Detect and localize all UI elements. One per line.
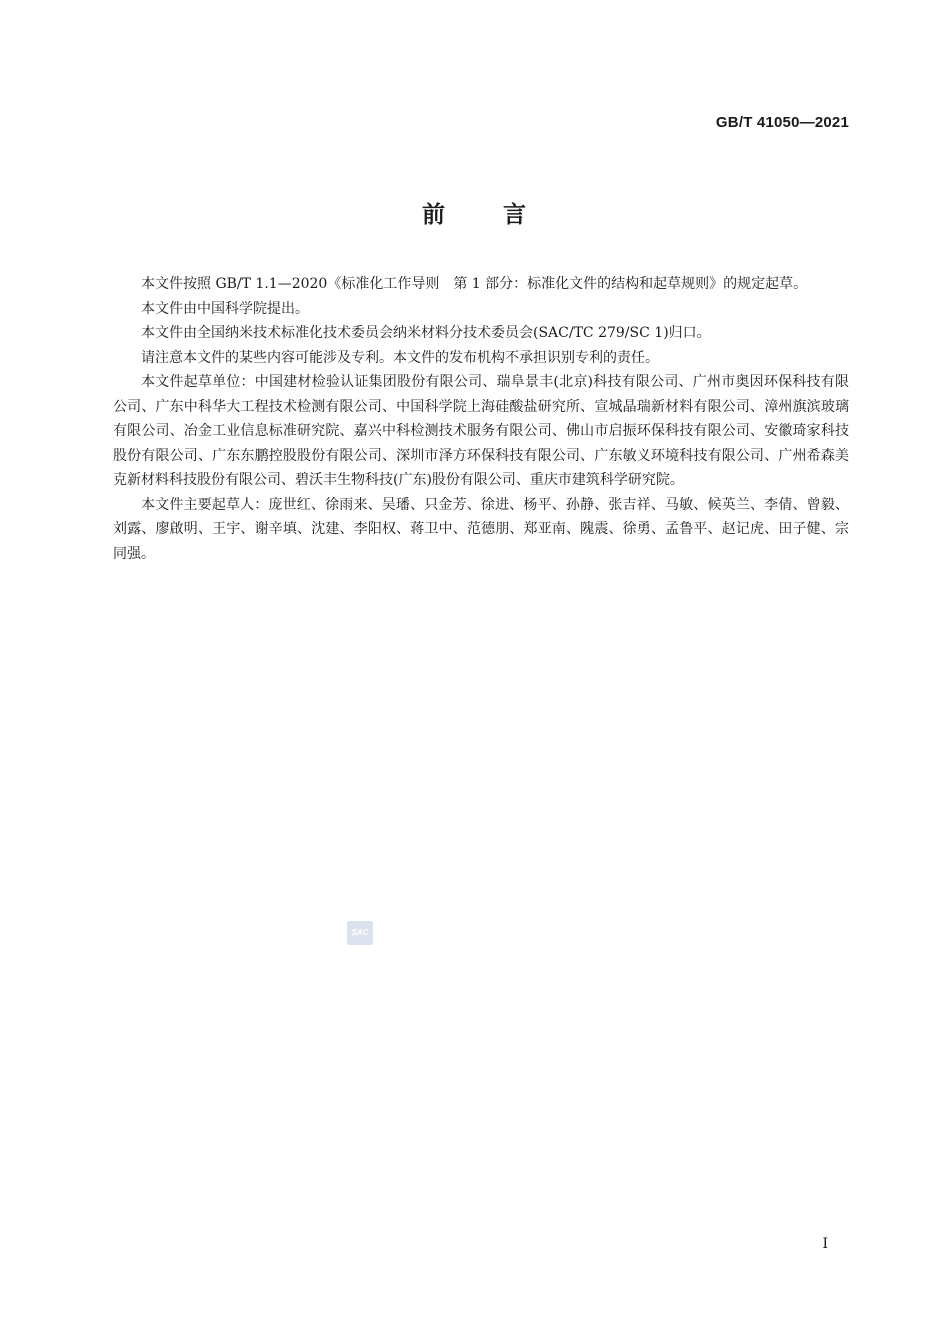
paragraph-proposer: 本文件由中国科学院提出。 <box>141 300 309 317</box>
page-title <box>0 196 950 229</box>
title-char-1: 前 <box>422 202 447 228</box>
foreword-body <box>113 272 849 566</box>
title-char-2: 言 <box>503 202 528 228</box>
paragraph-drafters: 本文件主要起草人：庞世红、徐雨来、吴璠、只金芳、徐进、杨平、孙静、张吉祥、马敏、候英兰、李倩、曾毅、刘露、廖啟明、王宇、谢辛填、沈建、李阳权、蒋卫中、范德朋、郑亚南、隗震、徐勇、孟鲁平、赵记虎、田子健、宗同强。 <box>113 496 849 562</box>
paragraph-drafting-rules: 本文件按照 GB/T 1.1—2020《标准化工作导则 第 1 部分：标准化文件的结构和起草规则》的规定起草。 <box>141 276 808 292</box>
paragraph-patent-notice: 请注意本文件的某些内容可能涉及专利。本文件的发布机构不承担识别专利的责任。 <box>141 349 659 366</box>
standard-code: GB/T 41050—2021 <box>715 114 849 131</box>
paragraph-drafting-units: 本文件起草单位：中国建材检验认证集团股份有限公司、瑞阜景丰(北京)科技有限公司、广州市奥因环保科技有限公司、广东中科华大工程技术检测有限公司、中国科学院上海硅酸盐研究所、宣城晶瑞新材料有限公司、漳州旗滨玻璃有限公司、冶金工业信息标准研究院、嘉兴中科检测技术服务有限公司、佛山市启振环保科技有限公司、安徽琦家科技股份有限公司、广东东鹏控股股份有限公司、深圳市泽方环保科技有限公司、广东敏义环境科技有限公司、广州希森美克新材料科技股份有限公司、碧沃丰生物科技(广东)股份有限公司、重庆市建筑科学研究院。 <box>113 374 849 488</box>
sac-watermark-logo: SAC <box>347 921 373 945</box>
page-number: I <box>822 1236 828 1252</box>
paragraph-committee: 本文件由全国纳米技术标准化技术委员会纳米材料分技术委员会(SAC/TC 279/SC 1)归口。 <box>141 325 711 341</box>
